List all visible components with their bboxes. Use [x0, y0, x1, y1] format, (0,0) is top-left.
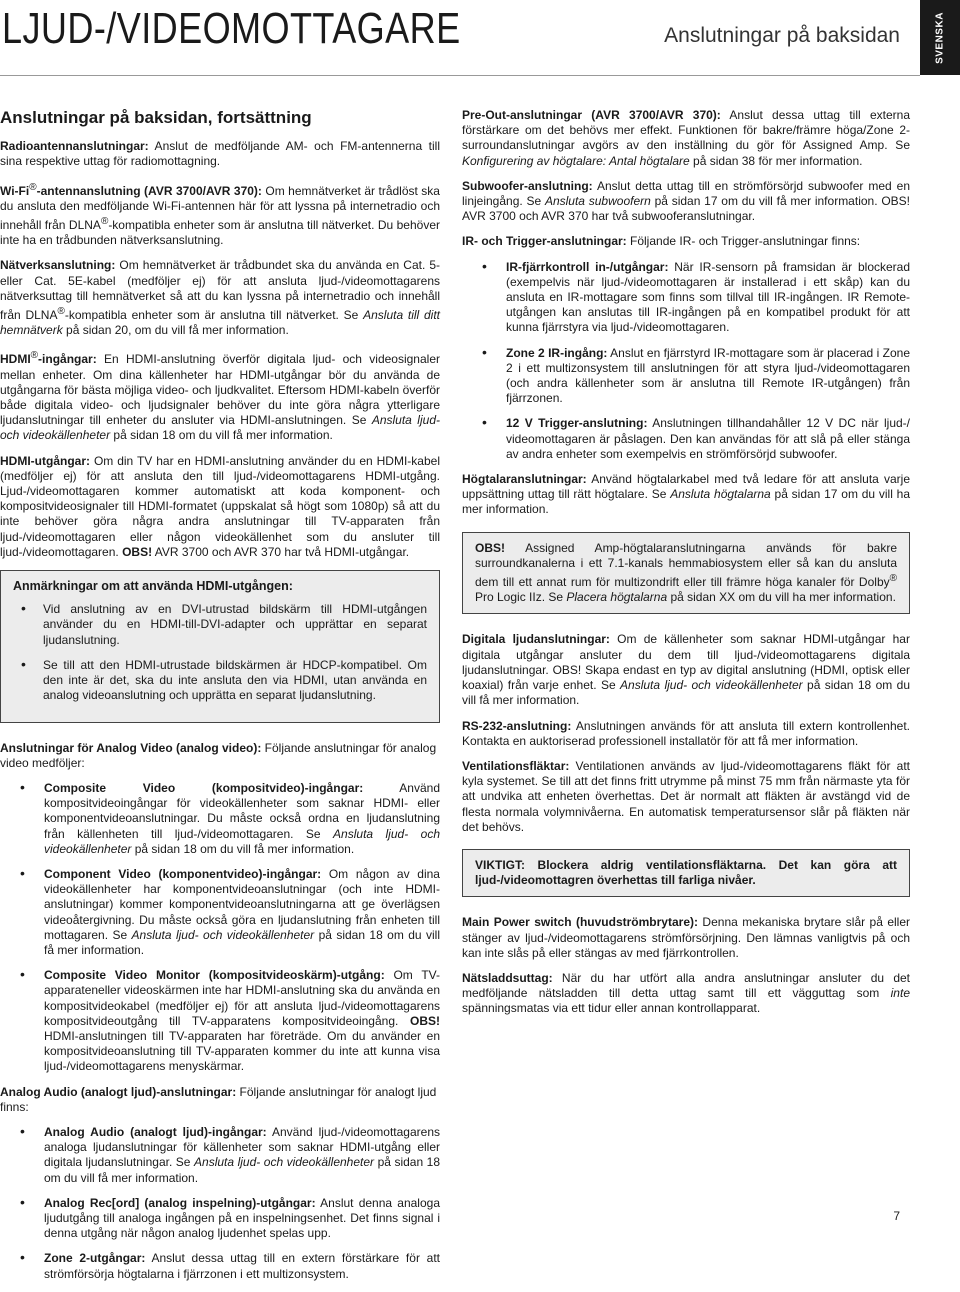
- left-column: [0, 96, 440, 1292]
- analog-video-list: [0, 781, 440, 1075]
- hdmi-notes-box: [0, 570, 440, 722]
- list-item: • Composite Video (kompositvideo)-ingångar: Använd kompositvideoingångar för videokällenheter som saknar HDMI- eller komponentvideoanslutningar. Du måste också ordna en ljudanslutning från källenheten till ljud-/videomottagaren. Se Ansluta ljud- och videokällenheter på sidan 18 om du vill få mer information.: [0, 781, 440, 857]
- list-item: • Se till att den HDMI-utrustade bildskärmen är HDCP-kompatibel. Om den inte är det, ska du inte ansluta den via HDMI, utan använda en analog videoanslutning och upprätta en separat ljudanslutning.: [13, 658, 427, 704]
- paragraph-radio-antenna: Radioantennanslutningar: Anslut de medföljande AM- och FM-antennerna till sina respektive uttag för radiomottagning.: [0, 139, 440, 169]
- paragraph-hdmi-outputs: HDMI-utgångar: Om din TV har en HDMI-anslutning använder du en HDMI-kabel (medföljer ej) för att ansluta den till ljud-/videomottagarens HDMI-utgång. Ljud-/videomottagaren kommer automatiskt att koda komponent- och kompositvideosignaler till HDMI-formatet (uppskalat så högt som 1080p) så att du inte behöver göra några andra anslutningar till TV-apparaten från ljud-/videomottagaren eller någon videokällenhet som du ansluter till ljud-/videomottagaren. OBS! AVR 3700 och AVR 370 har två HDMI-utgångar.: [0, 453, 440, 559]
- paragraph-speakers: Högtalaranslutningar: Använd högtalarkabel med två ledare för att ansluta varje uppsättning uttag till rätt högtalare. Se Ansluta högtalarna på sidan 17 om du vill ha mer information.: [462, 472, 910, 517]
- ventilation-warning-box: VIKTIGT: Blockera aldrig ventilationsfläktarna. Det kan göra att ljud-/videomottagren överhettas till farliga nivåer.: [462, 849, 910, 897]
- paragraph-mains-socket: Nätsladdsuttag: När du har utfört alla andra anslutningar ansluter du det medföljande nätsladden till detta uttag samt till ett vägguttag som inte spänningsmatas via ett tidur eller annan kontrollapparat.: [462, 970, 910, 1016]
- list-item: • Zone 2 IR-ingång: Anslut en fjärrstyrd IR-mottagare som är placerad i Zone 2 i ett multizonsystem till anslutningen för att styra ljud-/videomottagaren (och andra källenheter som är anslutna till Remote IR-utgången) från fjärrzonen.: [462, 346, 910, 407]
- list-item: • Component Video (komponentvideo)-ingångar: Om någon av dina videokällenheter har komponentvideoanslutningar (och inte HDMI-anslutningar) kommer komponentvideoanslutningarna att ge överlägsen videoåtergivning. Du måste också göra en ljudanslutning från enheten till mottagaren. Se Ansluta ljud- och videokällenheter på sidan 18 om du vill få mer information.: [0, 867, 440, 958]
- right-column: [462, 108, 910, 1027]
- paragraph-rs232: RS-232-anslutning: Anslutningen används för att ansluta till extern kontrollenhet. Kontakta en auktoriserad professionell installatör för att få mer information.: [462, 718, 910, 748]
- page-number: 7: [893, 1209, 900, 1223]
- assigned-amp-note-box: OBS! Assigned Amp-högtalaranslutningarna används för bakre surroundkanalerna i ett 7.1-kanals hemmabiosystem eller så kan du ansluta dem till ett annat rum för multizondrift eller till främre höga kanaler för Dolby® Pro Logic IIz. Se Placera högtalarna på sidan XX om du vill ha mer information.: [462, 532, 910, 615]
- section-title: Anslutningar på baksidan: [664, 24, 900, 47]
- paragraph-ventilation: Ventilationsfläktar: Ventilationen används av ljud-/videomottagarens fläkt för att kyla systemet. Se till att det finns fritt utrymme på minst 75 mm från närmaste yta för att undvika att enheten överhettas. Det är normalt att fläkten är avstängd vid de flesta normala volymnivåerna. En automatisk temperatursensor slår på fläkten när det behövs.: [462, 758, 910, 834]
- paragraph-network: Nätverksanslutning: Om hemnätverket är trådbundet ska du använda en Cat. 5- eller Cat. 5E-kabel (medföljer ej) för att ansluta ljud-/videomottagarens nätverksuttag till hemnätverket så att du kan lyssna på internetradio och innehåll från DLNA®-kompatibla enheter som är anslutna till nätverket. Se Ansluta till ditt hemnätverk på sidan 20, om du vill få mer information.: [0, 258, 440, 338]
- section-heading: Anslutningar på baksidan, fortsättning: [0, 108, 312, 127]
- language-tab: SVENSKA: [920, 0, 960, 75]
- paragraph-main-power: Main Power switch (huvudströmbrytare): Denna mekaniska brytare slår på eller stänger av ljud-/videomottagarens strömförsörjning. Den lämnas vanligtvis på och kan inte slås på eller stängas av med fjärrkontrollen.: [462, 915, 911, 960]
- page-header: [0, 0, 960, 75]
- list-item: • Zone 2-utgångar: Anslut dessa uttag till en extern förstärkare för att strömförsörja högtalarna i fjärrzonen i ett multizonsystem.: [0, 1251, 440, 1281]
- hdmi-notes-title: Anmärkningar om att använda HDMI-utgången:: [13, 579, 293, 594]
- ir-trigger-list: [462, 260, 910, 462]
- list-item: • Analog Audio (analogt ljud)-ingångar: Använd ljud-/videomottagarens analoga ljudanslutningar för källenheter som saknar HDMI-utgång eller digitala ljudanslutningar. Se Ansluta ljud- och videokällenheter på sidan 18 om du vill få mer information.: [0, 1125, 440, 1186]
- list-item: • Analog Rec[ord] (analog inspelning)-utgångar: Anslut denna analoga ljudutgång till analoga ingången på en inspelningsenhet. Det finns signal i denna utgång när någon analog ljudenhet spelas upp.: [0, 1196, 440, 1242]
- paragraph-ir-trigger: IR- och Trigger-anslutningar: Följande IR- och Trigger-anslutningar finns:: [462, 234, 861, 249]
- paragraph-analog-audio: Analog Audio (analogt ljud)-anslutningar: Följande anslutningar för analogt ljud finns:: [0, 1084, 437, 1114]
- page-title: LJUD-/VIDEOMOTTAGARE: [2, 4, 461, 53]
- paragraph-hdmi-inputs: HDMI®-ingångar: En HDMI-anslutning överför digitala ljud- och videosignaler mellan enheter. Om dina källenheter har HDMI-utgångar bör du använda de utgångarna för bästa möjliga video- och ljudkvalitet. Eftersom HDMI-kabeln överför både digitala video- och ljudsignaler behöver du inte göra några ytterligare ljudanslutningar till enheter du ansluter via HDMI-anslutningen. Se Ansluta ljud- och videokällenheter på sidan 18 om du vill få mer information.: [0, 350, 440, 443]
- list-item: • IR-fjärrkontroll in-/utgångar: När IR-sensorn på framsidan är blockerad (exempelvis när ljud-/videomottagaren är installerad i ett skåp) kan du ansluta en IR-mottagare som finns som tillval till IR-ingången. IR Remote-utgången kan anslutas till IR-ingången på en kompatibel produkt för att kunna fjärrstyra via ljud-/videomottagaren.: [462, 260, 910, 336]
- header-divider: [0, 75, 920, 76]
- analog-audio-list: [0, 1125, 440, 1282]
- paragraph-analog-video: Anslutningar för Analog Video (analog video): Följande anslutningar för analog video medföljer:: [0, 740, 437, 770]
- paragraph-wifi-antenna: Wi-Fi®-antennanslutning (AVR 3700/AVR 370): Om hemnätverket är trådlöst ska du ansluta den medföljande Wi-Fi-antennen här för att lyssna på internetradio och innehåll från DLNA®-kompatibla enheter som är anslutna till nätverket. Du behöver inte ha en trådbunden nätverksanslutning.: [0, 181, 440, 248]
- list-item: • Composite Video Monitor (kompositvideoskärm)-utgång: Om TV-apparateneller videoskärmen inte har HDMI-anslutning ska du använda en kompositvideokabel (medföljer ej) för att ansluta ljud-/videomottagarens kompositvideoutgång till TV-apparatens kompositvideoingång. OBS! HDMI-anslutningen till TV-apparaten har företräde. Om du använder en kompositvideoanslutning till TV-apparaten kommer du inte att kunna visa ljud-/videomottagarens menyskärmar.: [0, 968, 440, 1074]
- list-item: • 12 V Trigger-anslutning: Anslutningen tillhandahåller 12 V DC när ljud-/ videomottagaren är påslagen. Den kan användas för att slå på eller stänga av andra enheter som exempelvis en strömförsörjd subwoofer.: [462, 416, 910, 462]
- paragraph-pre-out: Pre-Out-anslutningar (AVR 3700/AVR 370): Anslut dessa uttag till externa förstärkare om det behövs mer effekt. Funktionen för bakre/främre höga/Zone 2-surroundanslutningar avgörs av den inställning du gör för Assigned Amp. Se Konfigurering av högtalare: Antal högtalare på sidan 38 för mer information.: [462, 108, 910, 168]
- paragraph-subwoofer: Subwoofer-anslutning: Anslut detta uttag till en strömförsörjd subwoofer med en linjeingång. Se Ansluta subwoofern på sidan 17 om du vill få mer information. OBS! AVR 3700 och AVR 370 har två subwooferanslutningar.: [462, 178, 910, 224]
- list-item: • Vid anslutning av en DVI-utrustad bildskärm till HDMI-utgången använder du en HDMI-till-DVI-adapter och upprättar en separat ljudanslutning.: [13, 602, 427, 648]
- paragraph-digital-audio: Digitala ljudanslutningar: Om de källenheter som saknar HDMI-utgångar har digitala utgångar ansluter du dem till ljud-/videomottagarens digitala ljudanslutningar. OBS! Skapa endast en typ av digital anslutning (HDMI, optisk eller koaxial) från varje enhet. Se Ansluta ljud- och videokällenheter på sidan 18 om du vill få mer information.: [462, 632, 910, 708]
